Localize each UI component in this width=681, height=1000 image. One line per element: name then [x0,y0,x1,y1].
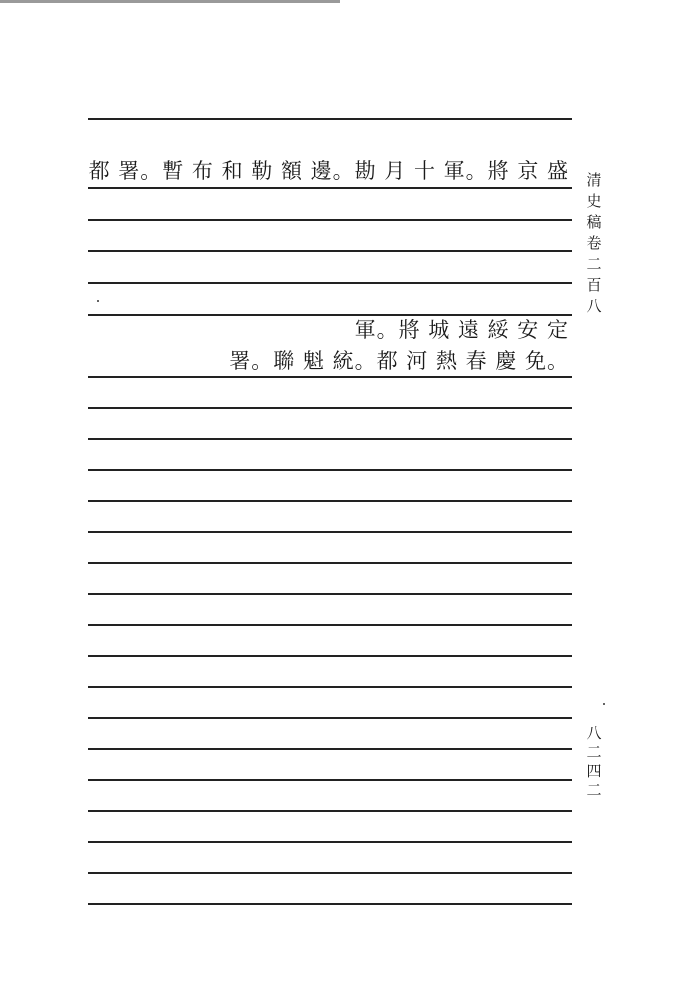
table-rule [88,655,572,657]
scan-speck [97,300,99,302]
table-row-entry: 署。聯 魁 統。都 河 熱 春 慶 免。 [229,349,569,373]
table-rule [88,282,572,284]
table-rule [88,841,572,843]
scan-edge [0,0,340,3]
table-row-entry: 都 署。暫 布 和 勒 額 邊。勘 月 十 軍。將 京 盛 [88,159,569,183]
table-row-entry: 軍。將 城 遠 綏 安 定 [354,318,569,342]
table-rule [88,686,572,688]
running-title: 清史稿卷二百八 [586,171,602,315]
table-rule [88,562,572,564]
table-rule [88,531,572,533]
table-rule [88,903,572,905]
table-rule [88,500,572,502]
table-rule [88,469,572,471]
table-rule [88,810,572,812]
table-rule [88,717,572,719]
table-rule [88,872,572,874]
table-rule [88,407,572,409]
table-rule [88,187,572,189]
table-rule [88,593,572,595]
table-rule [88,624,572,626]
table-rule [88,376,572,378]
table-rule [88,250,572,252]
table-rule [88,748,572,750]
table-rule [88,779,572,781]
scan-speck [603,703,605,705]
page-number: 八二四二 [586,724,602,799]
table-rule [88,118,572,120]
table-rule [88,438,572,440]
table-rule [88,219,572,221]
